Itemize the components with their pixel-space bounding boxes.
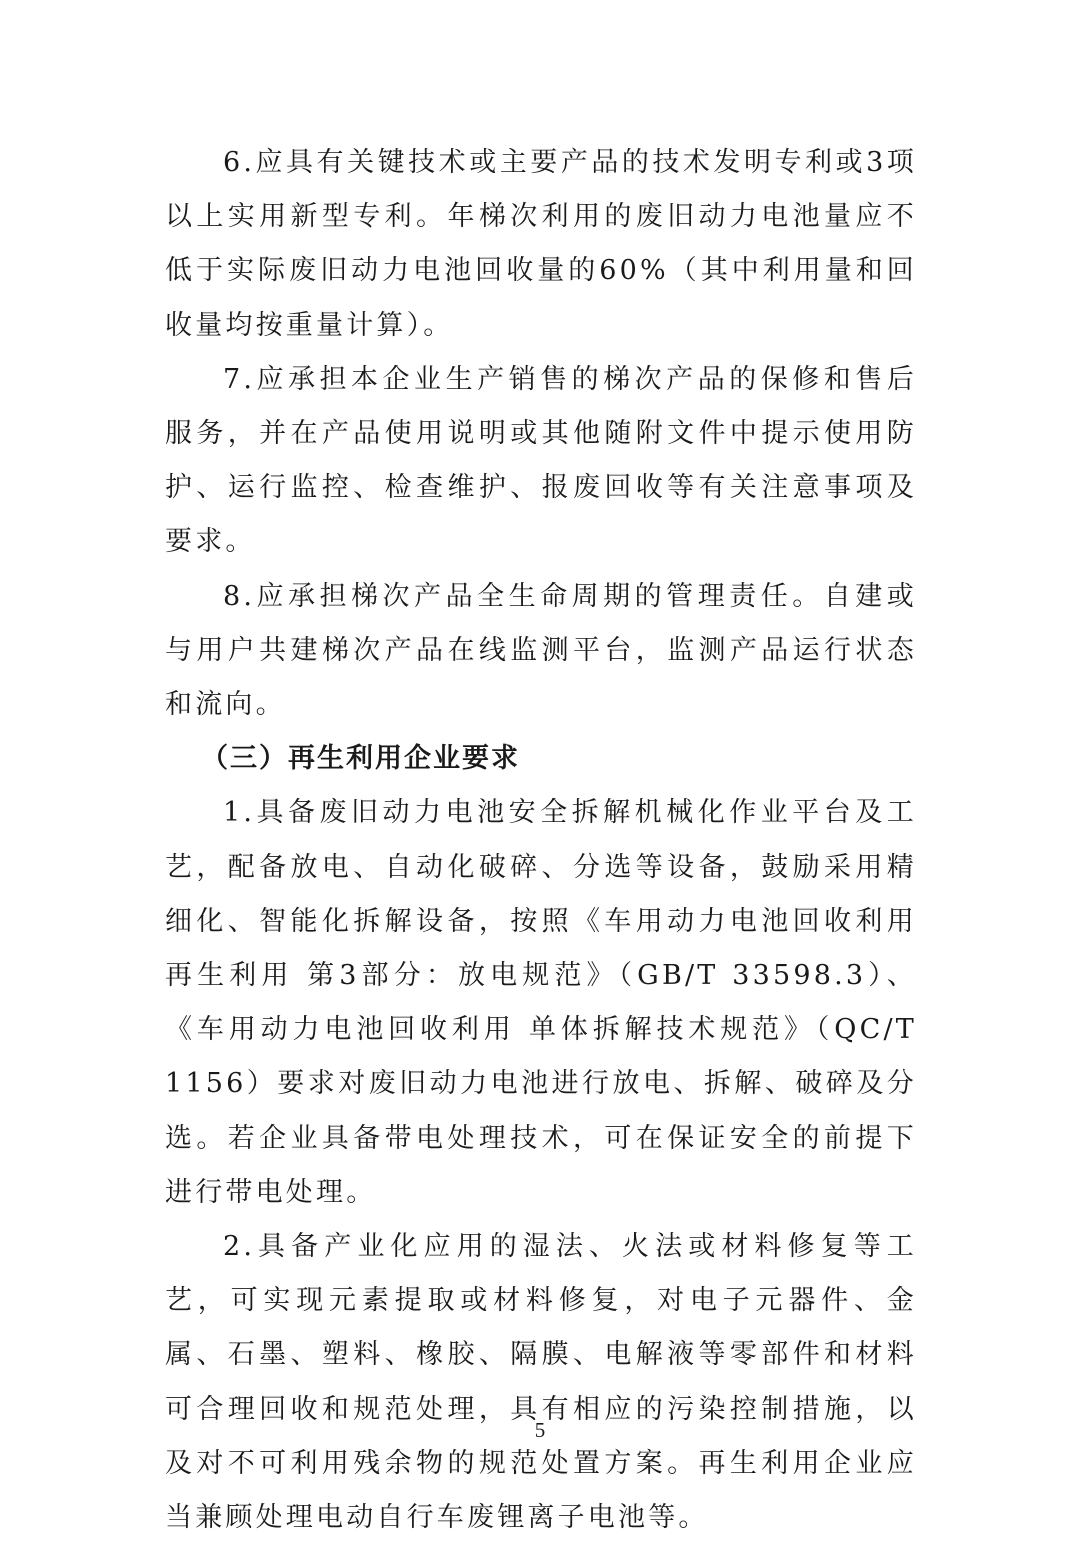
section-paragraph-1: 1.具备废旧动力电池安全拆解机械化作业平台及工艺，配备放电、自动化破碎、分选等设备，鼓励采用精细化、智能化拆解设备，按照《车用动力电池回收利用 再生利用 第3部分：放电规范》（GB/T 33598.3）、《车用动力电池回收利用 单体拆解技术规范》（QC/T 1156）要求对废旧动力电池进行放电、拆解、破碎及分选。若企业具备带电处理技术，可在保证安全的前提下进行带电处理。: [165, 797, 917, 1208]
paragraph-6: 6.应具有关键技术或主要产品的技术发明专利或3项以上实用新型专利。年梯次利用的废旧动力电池量应不低于实际废旧动力电池回收量的60%（其中利用量和回收量均按重量计算）。: [165, 147, 917, 341]
page-number: 5: [534, 1418, 546, 1442]
section-heading: （三）再生利用企业要求: [201, 743, 520, 775]
section-paragraph-2: 2.具备产业化应用的湿法、火法或材料修复等工艺，可实现元素提取或材料修复，对电子元器件、金属、石墨、塑料、橡胶、隔膜、电解液等零部件和材料可合理回收和规范处理，具有相应的污染控制措施，以及对不可利用残余物的规范处置方案。再生利用企业应当兼顾处理电动自行车废锂离子电池等。: [165, 1231, 917, 1534]
paragraph-7: 7.应承担本企业生产销售的梯次产品的保修和售后服务，并在产品使用说明或其他随附文件中提示使用防护、运行监控、检查维护、报废回收等有关注意事项及要求。: [165, 363, 917, 558]
document-body: [165, 136, 917, 1545]
paragraph-8: 8.应承担梯次产品全生命周期的管理责任。自建或与用户共建梯次产品在线监测平台，监测产品运行状态和流向。: [165, 580, 917, 721]
